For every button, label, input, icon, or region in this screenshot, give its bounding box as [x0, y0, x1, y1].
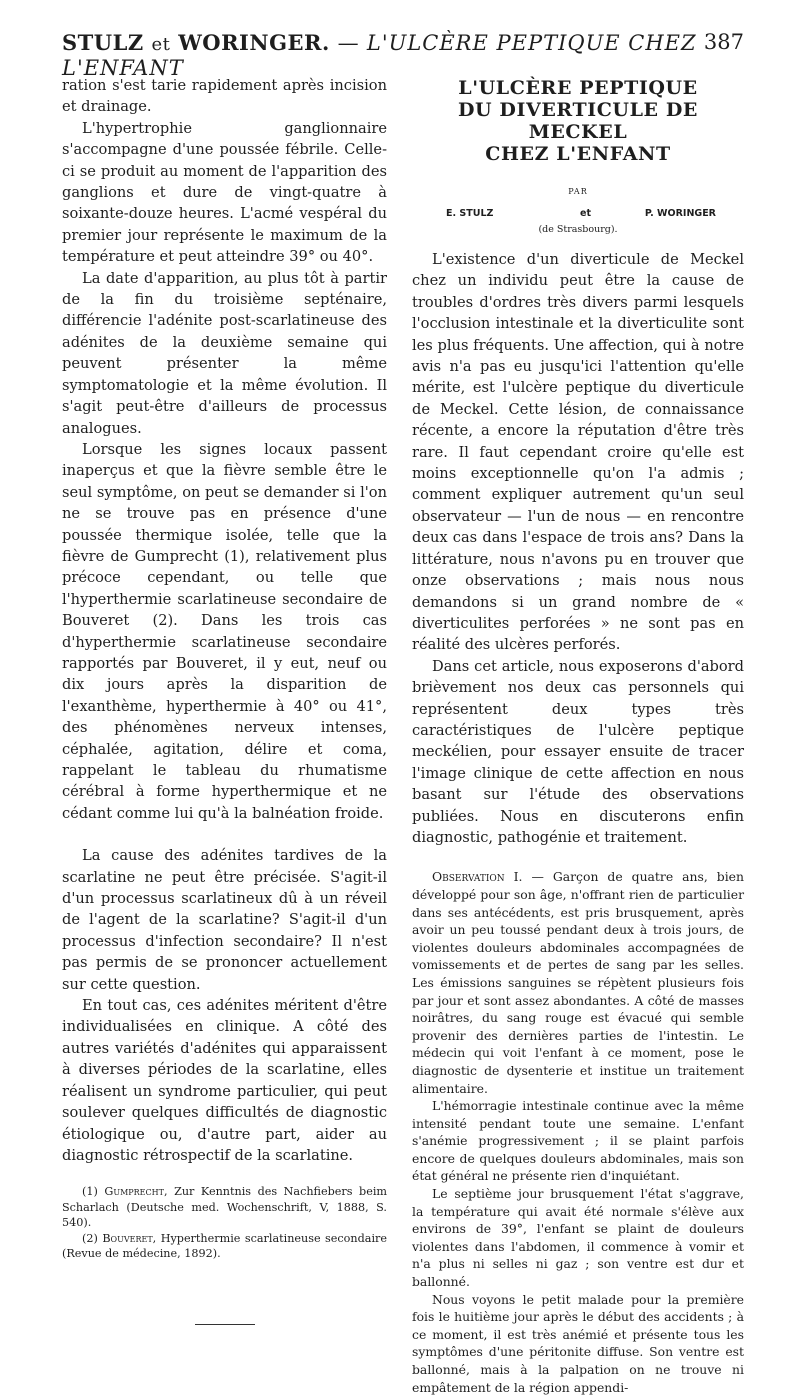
article-title — [412, 77, 744, 165]
body-paragraph: La date d'apparition, au plus tôt à partir de la fin du troisième septénaire, différencie l'adénite post-scarlatineuse des adénites de la deuxième semaine qui peuvent présenter la même symptomatologie et la même évolution. Il s'agit peut-être d'ailleurs de processus analogues. — [62, 269, 387, 437]
article-title-line: CHEZ L'ENFANT — [485, 143, 671, 165]
body-paragraph: En tout cas, ces adénites méritent d'être individualisées en clinique. A côté des autres variétés d'adénites qui apparaissent à diverses périodes de la scarlatine, elles réalisent un syndrome particulier, qui peut soulever quelques difficultés de diagnostic étiologique ou, d'autre part, aider au diagnostic rétrospectif de la scarlatine. — [62, 997, 387, 1164]
header-author-2: WORINGER. — [178, 30, 330, 55]
article-authors — [412, 208, 744, 224]
observation-paragraph — [412, 868, 744, 1097]
header-text — [62, 30, 744, 80]
footnote-author: Bouveret, — [102, 1231, 157, 1245]
footnote — [62, 1231, 387, 1262]
header-title: L'ULCÈRE PEPTIQUE CHEZ L'ENFANT — [62, 31, 697, 80]
author-name: E. STULZ — [446, 208, 494, 219]
affiliation: (de Strasbourg). — [538, 224, 618, 235]
footnote — [62, 1184, 387, 1231]
body-paragraph: L'hypertrophie ganglionnaire s'accompagne d'une poussée fébrile. Celle-ci se produit au moment de l'apparition des ganglions et dure de vingt-quatre à soixante-douze heures. L'acmé vespéral du premier jour représente le maximum de la température et peut atteindre 39° ou 40°. — [62, 119, 387, 266]
article-title-line: DU DIVERTICULE DE MECKEL — [457, 99, 699, 143]
footnotes — [62, 1184, 387, 1262]
body-paragraph: La cause des adénites tardives de la scarlatine ne peut être précisée. S'agit-il d'un processus scarlatineux dû à un réveil de l'agent de la scarlatine? S'agit-il d'un processus d'infection secondaire? Il n'est pas permis de se prononcer actuellement sur cette question. — [62, 847, 387, 993]
page-number: 387 — [703, 30, 744, 54]
observation-text: — Garçon de quatre ans, bien développé pour son âge, n'offrant rien de particulier dans ses antécédents, est pris brusquement, après avoir un peu toussé pendant deux à trois jours, de violentes douleurs abdominales accompagnées de vomissements et de pertes de sang par les selles. Les émissions sanguines se répètent plusieurs fois par jour et sont assez abondantes. A côté de masses noirâtres, du sang rouge est évacué qui semble provenir des dernières parties de l'intestin. Le médecin qui voit l'enfant à ce moment, pose le diagnostic de dysenterie et institue un traitement alimentaire. — [412, 869, 744, 1096]
body-paragraph: Lorsque les signes locaux passent inaperçus et que la fièvre semble être le seul symptôme, on peut se demander si l'on ne se trouve pas en présence d'une poussée thermique isolée, telle que la fièvre de Gumprecht (1), relativement plus précoce cependant, ou telle que l'hyperthermie scarlatineuse secondaire de Bouveret (2). Dans les trois cas d'hyperthermie scarlatineuse secondaire rapportés par Bouveret, il y eut, neuf ou dix jours après la disparition de l'exanthème, hyperthermie à 40° ou 41°, des phénomènes nerveux intenses, céphalée, agitation, délire et coma, rappelant le tableau du rhumatisme cérébral à forme hyperthermique et ne cédant comme lui qu'à la balnéation froide. — [62, 440, 387, 822]
end-rule — [195, 1324, 255, 1325]
observation-paragraph: L'hémorragie intestinale continue avec la même intensité pendant toute une semaine. L'enfant s'anémie progressivement ; il se plaint parfois encore de quelques douleurs abdominales, mais son état général ne présente rien d'inquiétant. — [412, 1098, 744, 1184]
header-et: et — [151, 34, 171, 55]
footnote-text: Zur Kenntnis des Nachfiebers beim Scharlach (Deutsche med. Wochenschrift, V, 1888, S. 540). — [62, 1185, 388, 1230]
left-column — [62, 75, 387, 1325]
header-dash: — — [337, 31, 360, 55]
body-paragraph: Dans cet article, nous exposerons d'abord brièvement nos deux cas personnels qui représentent deux types très caractéristiques de l'ulcère peptique meckélien, pour essayer ensuite de tracer l'image clinique de cette affection en nous basant sur l'étude des observations publiées. Nous en discuterons enfin diagnostic, pathogénie et traitement. — [412, 657, 744, 846]
by-line: PAR — [568, 187, 588, 196]
right-column — [412, 75, 744, 1396]
observation-paragraph: Nous voyons le petit malade pour la première fois le huitième jour après le début des accidents ; à ce moment, il est très anémié et présente tous les symptômes d'une péritonite diffuse. Son ventre est ballonné, mais à la palpation on ne trouve ni empâtement de la région appendi- — [412, 1291, 744, 1395]
author-name: P. WORINGER — [644, 208, 716, 219]
footnote-mark: (2) — [82, 1231, 98, 1245]
footnote-author: Gumprecht, — [104, 1185, 168, 1199]
observation-paragraph: Le septième jour brusquement l'état s'aggrave, la température qui avait été normale s'élève aux environs de 39°, l'enfant se plaint de douleurs violentes dans l'abdomen, il commence à vomir et n'a plus ni selles ni gaz ; son ventre est dur et ballonné. — [412, 1186, 744, 1290]
header-author-1: STULZ — [62, 30, 144, 55]
footnote-mark: (1) — [82, 1185, 98, 1199]
footnote-text: Hyperthermie scarlatineuse secondaire (Revue de médecine, 1892). — [62, 1231, 387, 1261]
observation-lead: Observation I. — [432, 869, 523, 885]
article-title-line: L'ULCÈRE PEPTIQUE — [458, 77, 698, 99]
author-et: et — [580, 208, 591, 219]
running-header — [62, 30, 744, 80]
body-paragraph: L'existence d'un diverticule de Meckel chez un individu peut être la cause de troubles d'ordres très divers parmi lesquels l'occlusion intestinale et la diverticulite sont les plus fréquents. Une affection, qui à notre avis n'a pas eu jusqu'ici l'attention qu'elle mérite, est l'ulcère peptique du diverticule de Meckel. Cette lésion, de connaissance récente, a encore la réputation d'être très rare. Il faut cependant croire qu'elle est moins exceptionnelle qu'on l'a admis ; comment expliquer autrement qu'un seul observateur — l'un de nous — en rencontre deux cas dans l'espace de trois ans? Dans la littérature, nous n'avons pu en trouver que onze observations ; mais nous nous demandons si un grand nombre de « diverticulites perforées » ne sont pas en réalité des ulcères perforés. — [412, 251, 744, 654]
body-paragraph: ration s'est tarie rapidement après incision et drainage. — [62, 77, 387, 116]
